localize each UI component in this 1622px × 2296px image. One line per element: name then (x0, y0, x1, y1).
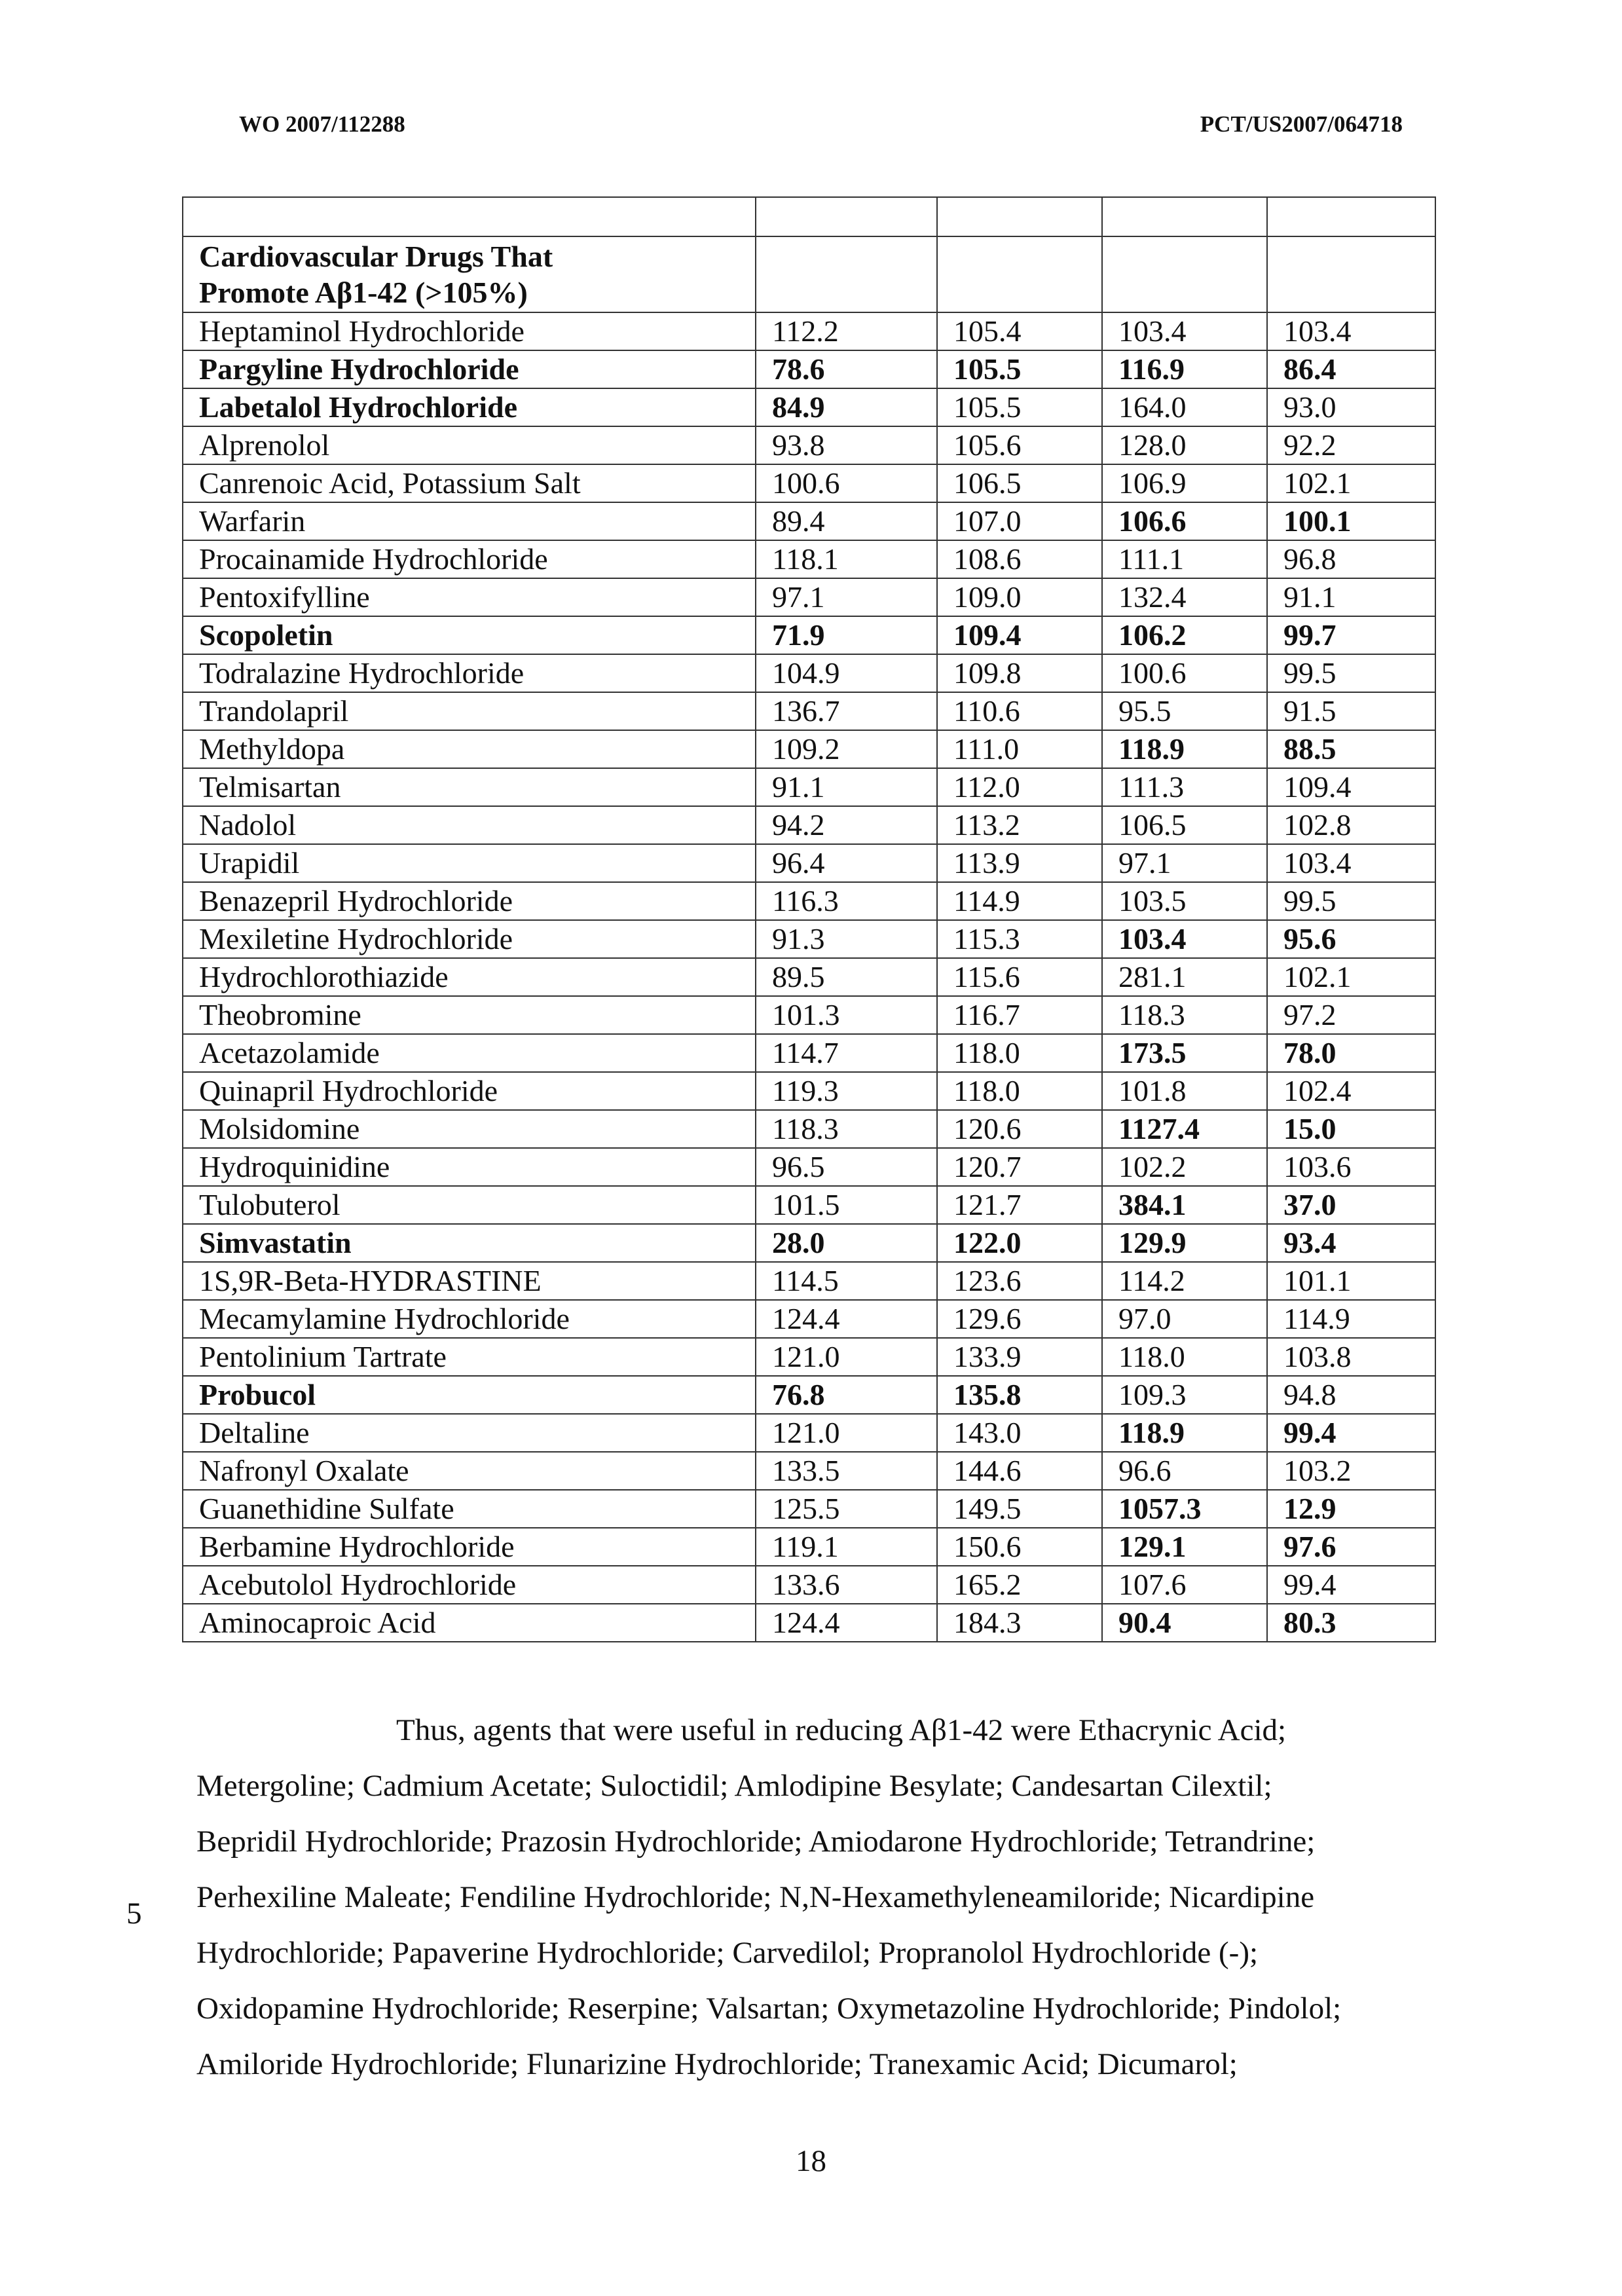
value-cell-3: 101.8 (1102, 1072, 1267, 1110)
value-cell-2: 129.6 (937, 1300, 1102, 1338)
value-cell-4: 96.8 (1267, 540, 1435, 578)
drug-name-cell: Scopoletin (183, 616, 756, 654)
table-row (183, 1034, 1435, 1072)
value-cell-1: 91.3 (756, 920, 937, 958)
value-cell-1: 84.9 (756, 388, 937, 426)
value-cell-2: 105.4 (937, 312, 1102, 350)
value-cell-1: 101.3 (756, 996, 937, 1034)
table-row (183, 768, 1435, 806)
value-cell-1: 89.5 (756, 958, 937, 996)
value-cell-4: 102.8 (1267, 806, 1435, 844)
drug-name-cell: Acetazolamide (183, 1034, 756, 1072)
table-row (183, 1566, 1435, 1604)
value-cell-3: 111.1 (1102, 540, 1267, 578)
drug-name-cell: Quinapril Hydrochloride (183, 1072, 756, 1110)
value-cell-4: 103.4 (1267, 312, 1435, 350)
table-blank-row (183, 197, 1435, 236)
value-cell-3: 281.1 (1102, 958, 1267, 996)
value-cell-4: 99.4 (1267, 1414, 1435, 1452)
value-cell-1: 118.1 (756, 540, 937, 578)
value-cell-2: 122.0 (937, 1224, 1102, 1262)
value-cell-1: 71.9 (756, 616, 937, 654)
drug-name-cell: Hydrochlorothiazide (183, 958, 756, 996)
value-cell-1: 28.0 (756, 1224, 937, 1262)
value-cell-4: 95.6 (1267, 920, 1435, 958)
table-row (183, 1414, 1435, 1452)
value-cell-4: 103.6 (1267, 1148, 1435, 1186)
paragraph-line: Bepridil Hydrochloride; Prazosin Hydrochloride; Amiodarone Hydrochloride; Tetrandrine; (196, 1824, 1316, 1859)
value-cell-1: 133.5 (756, 1452, 937, 1490)
value-cell-2: 109.4 (937, 616, 1102, 654)
value-cell-1: 101.5 (756, 1186, 937, 1224)
value-cell-2: 120.7 (937, 1148, 1102, 1186)
document-number: WO 2007/112288 (239, 111, 405, 137)
drug-name-cell: Probucol (183, 1376, 756, 1414)
paragraph-line: Oxidopamine Hydrochloride; Reserpine; Valsartan; Oxymetazoline Hydrochloride; Pindolol; (196, 1991, 1342, 2026)
value-cell-4: 37.0 (1267, 1186, 1435, 1224)
value-cell-1: 78.6 (756, 350, 937, 388)
drug-name-cell: Urapidil (183, 844, 756, 882)
drug-name-cell: Theobromine (183, 996, 756, 1034)
drug-name-cell: Aminocaproic Acid (183, 1604, 756, 1642)
value-cell-3: 118.3 (1102, 996, 1267, 1034)
table-row (183, 350, 1435, 388)
value-cell-1: 116.3 (756, 882, 937, 920)
value-cell-2: 165.2 (937, 1566, 1102, 1604)
value-cell-2: 118.0 (937, 1072, 1102, 1110)
value-cell-1: 96.4 (756, 844, 937, 882)
value-cell-3: 384.1 (1102, 1186, 1267, 1224)
drug-name-cell: Telmisartan (183, 768, 756, 806)
value-cell-4: 101.1 (1267, 1262, 1435, 1300)
table-row (183, 958, 1435, 996)
value-cell-3: 118.9 (1102, 730, 1267, 768)
table-row (183, 1072, 1435, 1110)
value-cell-2: 115.3 (937, 920, 1102, 958)
value-cell-1: 97.1 (756, 578, 937, 616)
value-cell-2: 109.8 (937, 654, 1102, 692)
value-cell-3: 102.2 (1102, 1148, 1267, 1186)
table-row (183, 654, 1435, 692)
value-cell-4: 86.4 (1267, 350, 1435, 388)
value-cell-3: 106.5 (1102, 806, 1267, 844)
drug-name-cell: Warfarin (183, 502, 756, 540)
value-cell-1: 91.1 (756, 768, 937, 806)
paragraph-line: Metergoline; Cadmium Acetate; Suloctidil; Amlodipine Besylate; Candesartan Cilextil; (196, 1769, 1272, 1803)
table-row (183, 1224, 1435, 1262)
value-cell-4: 109.4 (1267, 768, 1435, 806)
table-row (183, 730, 1435, 768)
value-cell-2: 133.9 (937, 1338, 1102, 1376)
value-cell-4: 99.5 (1267, 882, 1435, 920)
value-cell-4: 97.6 (1267, 1528, 1435, 1566)
paragraph-line: Amiloride Hydrochloride; Flunarizine Hydrochloride; Tranexamic Acid; Dicumarol; (196, 2047, 1238, 2081)
value-cell-3: 95.5 (1102, 692, 1267, 730)
drug-name-cell: Canrenoic Acid, Potassium Salt (183, 464, 756, 502)
value-cell-4: 91.1 (1267, 578, 1435, 616)
value-cell-1: 114.7 (756, 1034, 937, 1072)
value-cell-2: 106.5 (937, 464, 1102, 502)
value-cell-4: 15.0 (1267, 1110, 1435, 1148)
value-cell-2: 105.5 (937, 388, 1102, 426)
value-cell-1: 114.5 (756, 1262, 937, 1300)
value-cell-1: 125.5 (756, 1490, 937, 1528)
table-row (183, 806, 1435, 844)
value-cell-2: 121.7 (937, 1186, 1102, 1224)
value-cell-1: 121.0 (756, 1338, 937, 1376)
value-cell-1: 118.3 (756, 1110, 937, 1148)
table-row (183, 1376, 1435, 1414)
value-cell-1: 124.4 (756, 1300, 937, 1338)
value-cell-2: 116.7 (937, 996, 1102, 1034)
value-cell-1: 76.8 (756, 1376, 937, 1414)
value-cell-2: 118.0 (937, 1034, 1102, 1072)
value-cell-3: 103.5 (1102, 882, 1267, 920)
drug-name-cell: Alprenolol (183, 426, 756, 464)
drug-name-cell: Mexiletine Hydrochloride (183, 920, 756, 958)
value-cell-1: 124.4 (756, 1604, 937, 1642)
value-cell-2: 184.3 (937, 1604, 1102, 1642)
value-cell-2: 108.6 (937, 540, 1102, 578)
paragraph-line: Perhexiline Maleate; Fendiline Hydrochloride; N,N-Hexamethyleneamiloride; Nicardipine (196, 1880, 1315, 1914)
table-row (183, 920, 1435, 958)
value-cell-3: 97.1 (1102, 844, 1267, 882)
section-title (183, 236, 756, 312)
value-cell-4: 103.4 (1267, 844, 1435, 882)
drug-name-cell: Trandolapril (183, 692, 756, 730)
drug-name-cell: Deltaline (183, 1414, 756, 1452)
page-number: 18 (796, 2144, 826, 2178)
value-cell-3: 90.4 (1102, 1604, 1267, 1642)
table-row (183, 996, 1435, 1034)
value-cell-2: 143.0 (937, 1414, 1102, 1452)
value-cell-3: 118.0 (1102, 1338, 1267, 1376)
drug-name-cell: Procainamide Hydrochloride (183, 540, 756, 578)
drug-name-cell: Pentoxifylline (183, 578, 756, 616)
value-cell-1: 136.7 (756, 692, 937, 730)
value-cell-3: 100.6 (1102, 654, 1267, 692)
value-cell-1: 112.2 (756, 312, 937, 350)
table-row (183, 1110, 1435, 1148)
value-cell-1: 109.2 (756, 730, 937, 768)
value-cell-3: 164.0 (1102, 388, 1267, 426)
value-cell-3: 132.4 (1102, 578, 1267, 616)
value-cell-3: 118.9 (1102, 1414, 1267, 1452)
value-cell-3: 96.6 (1102, 1452, 1267, 1490)
value-cell-3: 128.0 (1102, 426, 1267, 464)
value-cell-3: 103.4 (1102, 312, 1267, 350)
drug-name-cell: Labetalol Hydrochloride (183, 388, 756, 426)
value-cell-3: 129.9 (1102, 1224, 1267, 1262)
drug-name-cell: Berbamine Hydrochloride (183, 1528, 756, 1566)
table-row (183, 540, 1435, 578)
value-cell-4: 12.9 (1267, 1490, 1435, 1528)
table-row (183, 464, 1435, 502)
value-cell-2: 111.0 (937, 730, 1102, 768)
drug-name-cell: Simvastatin (183, 1224, 756, 1262)
value-cell-3: 116.9 (1102, 350, 1267, 388)
body-paragraph (196, 1703, 1441, 2092)
table-row (183, 426, 1435, 464)
table-row (183, 692, 1435, 730)
value-cell-4: 93.4 (1267, 1224, 1435, 1262)
value-cell-3: 173.5 (1102, 1034, 1267, 1072)
table-row (183, 1490, 1435, 1528)
table-row (183, 1300, 1435, 1338)
table-row (183, 1528, 1435, 1566)
value-cell-1: 100.6 (756, 464, 937, 502)
value-cell-1: 133.6 (756, 1566, 937, 1604)
value-cell-3: 1057.3 (1102, 1490, 1267, 1528)
value-cell-4: 102.4 (1267, 1072, 1435, 1110)
value-cell-1: 119.3 (756, 1072, 937, 1110)
value-cell-2: 135.8 (937, 1376, 1102, 1414)
value-cell-4: 102.1 (1267, 958, 1435, 996)
value-cell-2: 123.6 (937, 1262, 1102, 1300)
value-cell-4: 93.0 (1267, 388, 1435, 426)
table-row (183, 312, 1435, 350)
value-cell-2: 149.5 (937, 1490, 1102, 1528)
value-cell-2: 110.6 (937, 692, 1102, 730)
value-cell-4: 99.7 (1267, 616, 1435, 654)
drug-name-cell: Pentolinium Tartrate (183, 1338, 756, 1376)
value-cell-2: 105.5 (937, 350, 1102, 388)
value-cell-3: 111.3 (1102, 768, 1267, 806)
drug-name-cell: Benazepril Hydrochloride (183, 882, 756, 920)
drug-results-table (182, 196, 1436, 1642)
drug-name-cell: Mecamylamine Hydrochloride (183, 1300, 756, 1338)
paragraph-line: Hydrochloride; Papaverine Hydrochloride; Carvedilol; Propranolol Hydrochloride (-); (196, 1936, 1259, 1970)
value-cell-1: 93.8 (756, 426, 937, 464)
value-cell-3: 114.2 (1102, 1262, 1267, 1300)
line-number: 5 (126, 1897, 142, 1931)
drug-name-cell: Pargyline Hydrochloride (183, 350, 756, 388)
value-cell-2: 115.6 (937, 958, 1102, 996)
value-cell-3: 1127.4 (1102, 1110, 1267, 1148)
value-cell-4: 94.8 (1267, 1376, 1435, 1414)
drug-name-cell: 1S,9R-Beta-HYDRASTINE (183, 1262, 756, 1300)
value-cell-3: 109.3 (1102, 1376, 1267, 1414)
drug-name-cell: Methyldopa (183, 730, 756, 768)
paragraph-line: Thus, agents that were useful in reducing Aβ1-42 were Ethacrynic Acid; (396, 1713, 1287, 1747)
value-cell-2: 113.2 (937, 806, 1102, 844)
value-cell-3: 97.0 (1102, 1300, 1267, 1338)
table-section-row (183, 236, 1435, 312)
value-cell-4: 78.0 (1267, 1034, 1435, 1072)
value-cell-2: 150.6 (937, 1528, 1102, 1566)
value-cell-4: 92.2 (1267, 426, 1435, 464)
value-cell-4: 99.5 (1267, 654, 1435, 692)
value-cell-3: 103.4 (1102, 920, 1267, 958)
drug-name-cell: Hydroquinidine (183, 1148, 756, 1186)
table-row (183, 1338, 1435, 1376)
value-cell-4: 91.5 (1267, 692, 1435, 730)
drug-name-cell: Todralazine Hydrochloride (183, 654, 756, 692)
value-cell-4: 97.2 (1267, 996, 1435, 1034)
table-row (183, 844, 1435, 882)
value-cell-3: 106.6 (1102, 502, 1267, 540)
value-cell-1: 96.5 (756, 1148, 937, 1186)
value-cell-1: 104.9 (756, 654, 937, 692)
table-row (183, 616, 1435, 654)
value-cell-2: 105.6 (937, 426, 1102, 464)
drug-name-cell: Tulobuterol (183, 1186, 756, 1224)
table-row (183, 502, 1435, 540)
table-row (183, 1262, 1435, 1300)
drug-name-cell: Guanethidine Sulfate (183, 1490, 756, 1528)
value-cell-3: 107.6 (1102, 1566, 1267, 1604)
value-cell-2: 114.9 (937, 882, 1102, 920)
section-title-line-2: Promote Aβ1-42 (>105%) (199, 276, 528, 309)
drug-name-cell: Molsidomine (183, 1110, 756, 1148)
value-cell-2: 109.0 (937, 578, 1102, 616)
table-row (183, 1604, 1435, 1642)
table-row (183, 1148, 1435, 1186)
value-cell-3: 106.9 (1102, 464, 1267, 502)
value-cell-2: 112.0 (937, 768, 1102, 806)
table-row (183, 1186, 1435, 1224)
value-cell-4: 80.3 (1267, 1604, 1435, 1642)
value-cell-1: 121.0 (756, 1414, 937, 1452)
value-cell-4: 100.1 (1267, 502, 1435, 540)
value-cell-2: 113.9 (937, 844, 1102, 882)
application-number: PCT/US2007/064718 (1200, 111, 1403, 137)
table-row (183, 882, 1435, 920)
value-cell-4: 99.4 (1267, 1566, 1435, 1604)
value-cell-1: 89.4 (756, 502, 937, 540)
drug-name-cell: Acebutolol Hydrochloride (183, 1566, 756, 1604)
value-cell-4: 103.2 (1267, 1452, 1435, 1490)
value-cell-4: 88.5 (1267, 730, 1435, 768)
table-row (183, 578, 1435, 616)
value-cell-1: 94.2 (756, 806, 937, 844)
drug-name-cell: Nafronyl Oxalate (183, 1452, 756, 1490)
value-cell-4: 114.9 (1267, 1300, 1435, 1338)
drug-name-cell: Heptaminol Hydrochloride (183, 312, 756, 350)
value-cell-3: 129.1 (1102, 1528, 1267, 1566)
value-cell-3: 106.2 (1102, 616, 1267, 654)
table-row (183, 388, 1435, 426)
drug-name-cell: Nadolol (183, 806, 756, 844)
value-cell-4: 103.8 (1267, 1338, 1435, 1376)
value-cell-2: 144.6 (937, 1452, 1102, 1490)
section-title-line-1: Cardiovascular Drugs That (199, 240, 553, 273)
value-cell-4: 102.1 (1267, 464, 1435, 502)
value-cell-1: 119.1 (756, 1528, 937, 1566)
table-row (183, 1452, 1435, 1490)
value-cell-2: 120.6 (937, 1110, 1102, 1148)
value-cell-2: 107.0 (937, 502, 1102, 540)
